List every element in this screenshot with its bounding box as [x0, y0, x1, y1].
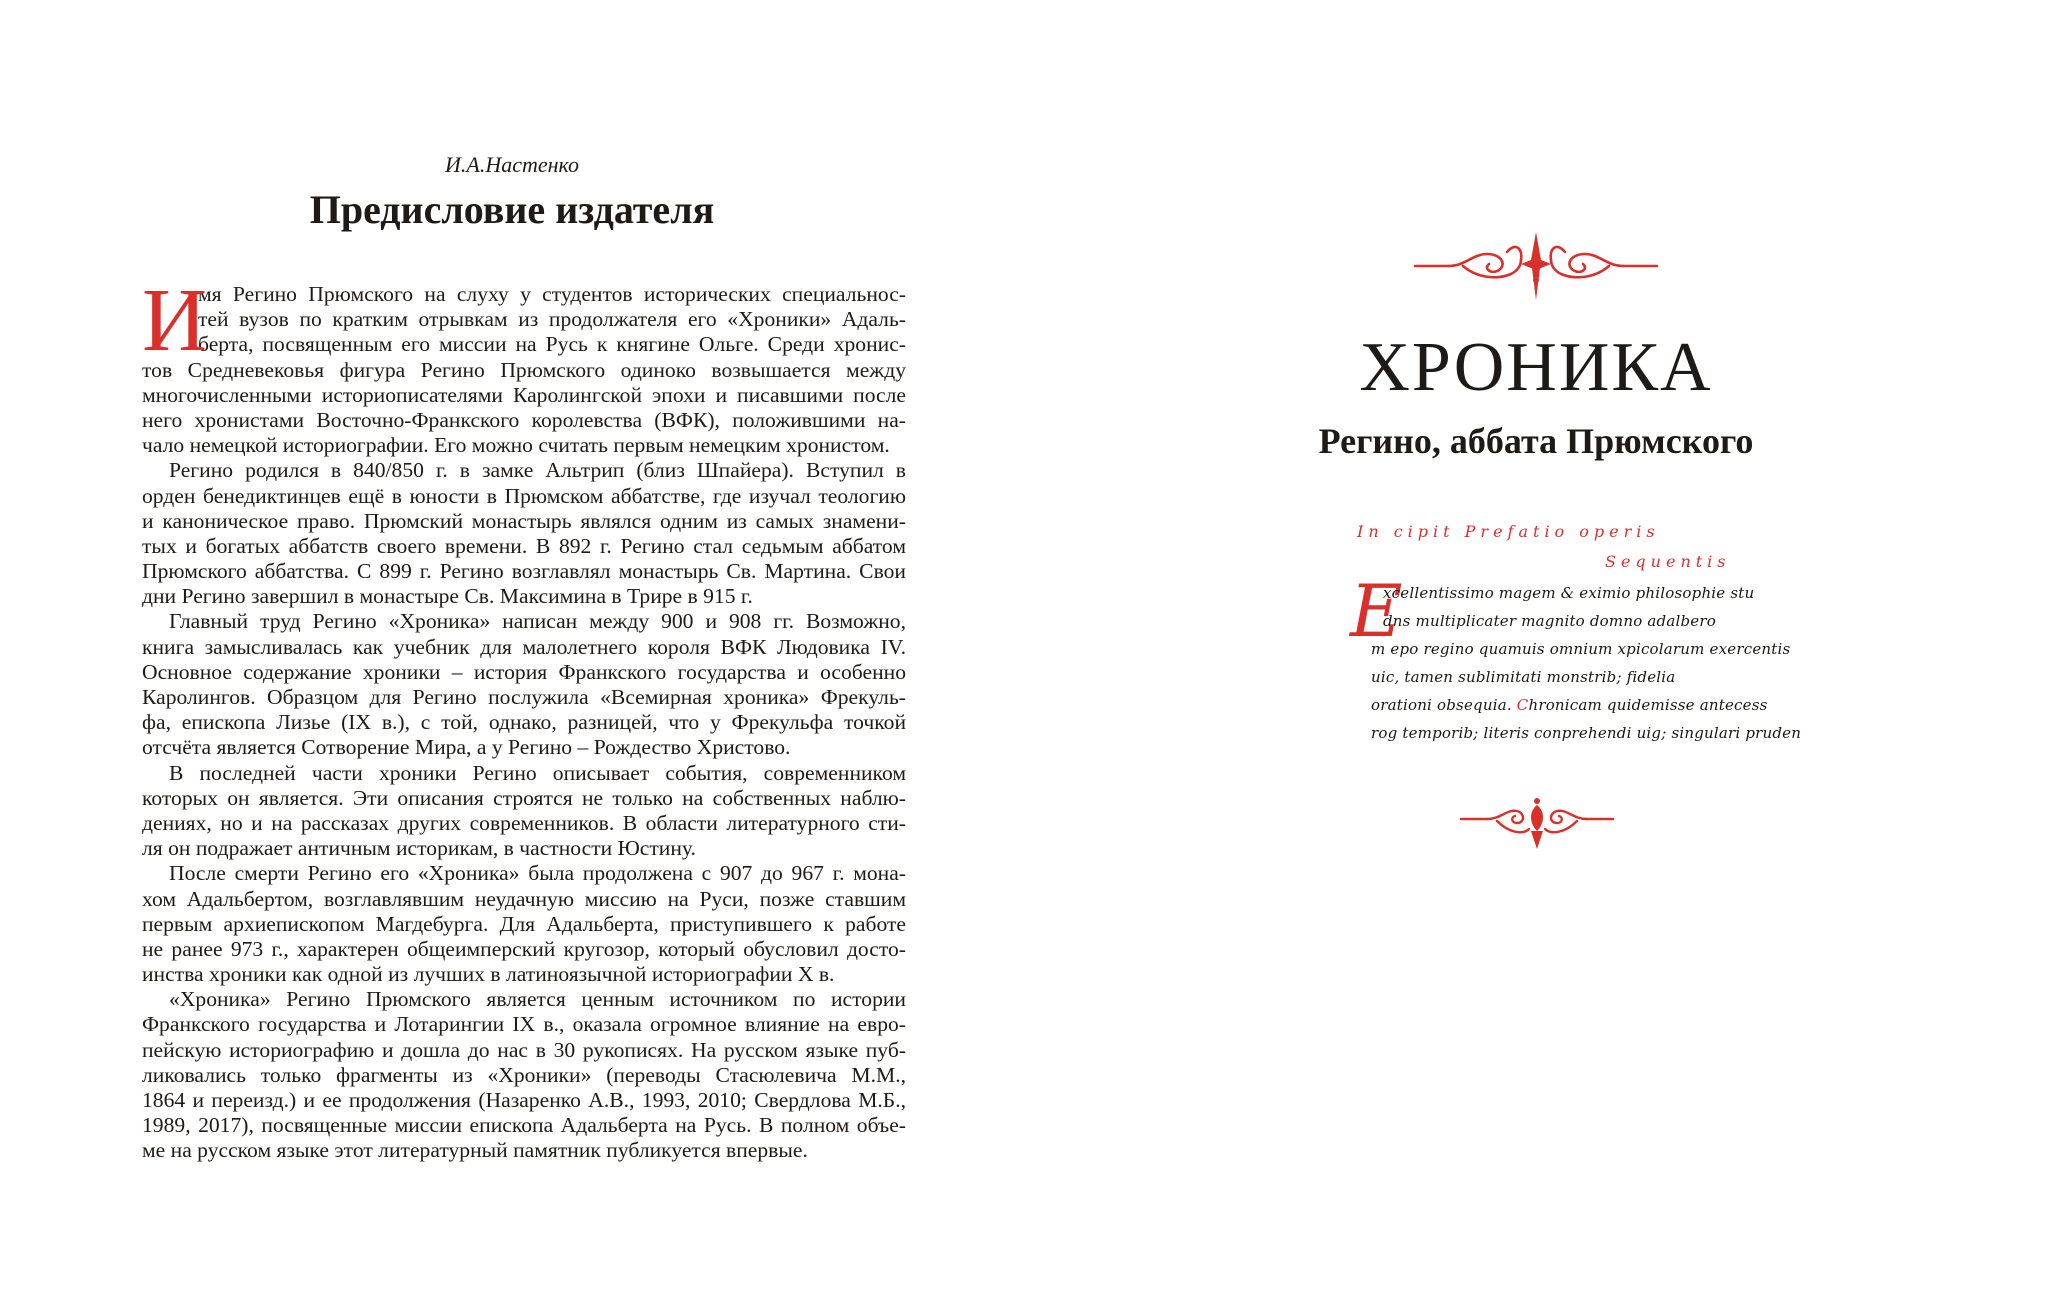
drop-cap: И: [142, 271, 207, 370]
text-line: Главный труд Регино «Хроника» написан между 900 и 908 гг. Возможно,: [169, 609, 906, 634]
text-line: В последней части хроники Регино описывает события, современником: [169, 760, 906, 785]
manuscript-rubric: In cipit Prefatio operis: [1357, 522, 1660, 541]
text-line: не ранее 973 г., характерен общеимперский кругозор, который обусловил досто-: [142, 936, 906, 961]
text-line: Каролингов. Образцом для Регино послужила «Всемирная хроника» Фрекуль-: [142, 685, 906, 709]
text-line: фа, епископа Лизье (IX в.), с той, однако, разницей, что у Фрекульфа точкой: [142, 710, 906, 735]
text-line: ликовались только фрагменты из «Хроники» (переводы Стасюлевича М.М.,: [142, 1062, 906, 1087]
text-line: 1864 и переизд.) и ее продолжения (Назаренко А.В., 1993, 2010; Свердлова М.Б.,: [142, 1088, 906, 1112]
right-page: [1024, 0, 2048, 1295]
text-line: орден бенедиктинцев ещё в юности в Прюмском аббатстве, где изучал теологию: [142, 483, 906, 508]
text-line: многочисленными историописателями Каролингской эпохи и писавшими после: [142, 382, 906, 407]
chronicle-subtitle: Регино, аббата Прюмского: [1318, 421, 1754, 461]
text-line: чало немецкой историографии. Его можно считать первым немецким хронистом.: [142, 433, 890, 458]
manuscript-line: orationi obsequia. Chronicam quidemisse antecess: [1371, 696, 1768, 714]
text-line: берта, посвященным его миссии на Русь к княгине Ольге. Среди хронис-: [198, 332, 906, 357]
text-line: дни Регино завершил в монастыре Св. Максимина в Трире в 915 г.: [142, 584, 753, 609]
text-line: После смерти Регино его «Хроника» была продолжена с 907 до 967 г. мона-: [169, 861, 906, 886]
manuscript-line: uic, tamen sublimitati monstrib; fidelia: [1371, 668, 1676, 686]
text-line: Франкского государства и Лотарингии IX в., оказала огромное влияние на евро-: [142, 1012, 906, 1037]
text-line: которых он является. Эти описания строятся не только на собственных наблю-: [142, 785, 906, 810]
text-line: хом Адальбертом, возглавлявшим неудачную миссию на Руси, позже ставшим: [142, 886, 906, 911]
text-line: книга замысливалась как учебник для малолетнего короля ВФК Людовика IV.: [142, 634, 906, 659]
preface-text: [142, 271, 906, 1164]
text-line: Регино родился в 840/850 г. в замке Альтрип (близ Шпайера). Вступил в: [169, 458, 906, 483]
text-line: тов Средневековья фигура Регино Прюмского одиноко возвышается между: [142, 357, 906, 382]
red-initial: C: [1516, 696, 1529, 714]
text-line: «Хроника» Регино Прюмского является ценным источником по истории: [169, 987, 906, 1012]
text-line: мя Регино Прюмского на слуху у студентов исторических специальнос-: [198, 282, 906, 306]
manuscript-line: rog temporib; literis conprehendi uig; singulari pruden: [1371, 724, 1802, 742]
text-line: тей вузов по кратким отрывкам из продолжателя его «Хроники» Адаль-: [198, 307, 906, 332]
page-title: Предисловие издателя: [309, 187, 715, 232]
text-line: тых и богатых аббатств своего времени. В 892 г. Регино стал седьмым аббатом: [142, 533, 906, 558]
text-line: дениях, но и на рассказах других современников. В области литературного сти-: [142, 810, 906, 835]
text-line: 1989, 2017), посвященные миссии епископа Адальберта на Русь. В полном объе-: [142, 1113, 906, 1138]
text-line: него хронистами Восточно-Франкского королевства (ВФК), положившими на-: [142, 407, 906, 432]
text-line: первым архиепископом Магдебурга. Для Адальберта, приступившего к работе: [142, 911, 906, 936]
text-line: пейскую историографию и дошла до нас в 30 рукописях. На русском языке пуб-: [142, 1037, 906, 1062]
text-line: ме на русском языке этот литературный памятник публикуется впервые.: [142, 1138, 808, 1163]
text-line: Основное содержание хроники – история Франкского государства и особенно: [142, 659, 906, 684]
text-line: отсчёта является Сотворение Мира, а у Регино – Рождество Христово.: [142, 735, 791, 760]
text-line: Прюмского аббатства. С 899 г. Регино возглавлял монастырь Св. Мартина. Свои: [142, 559, 906, 584]
text-line: ля он подражает античным историкам, в частности Юстину.: [142, 836, 696, 861]
manuscript-rubric: Sequentis: [1605, 552, 1731, 571]
bottom-ornament: [1457, 797, 1617, 853]
top-ornament: [1411, 230, 1661, 302]
author-name: И.А.Настенко: [445, 152, 579, 177]
text-line: и каноническое право. Прюмский монастырь являлся одним из самых знамени-: [142, 508, 906, 533]
manuscript-initial: E: [1350, 569, 1403, 653]
manuscript-line: dns multiplicater magnito domno adalbero: [1383, 612, 1716, 630]
chronicle-title: ХРОНИКА: [1359, 329, 1713, 406]
manuscript-line: xcellentissimo magem & eximio philosophie stu: [1383, 584, 1755, 602]
manuscript-line: m epo regino quamuis omnium xpicolarum exercentis: [1371, 640, 1791, 658]
text-line: инства хроники как одной из лучших в латиноязычной историографии X в.: [142, 962, 835, 987]
